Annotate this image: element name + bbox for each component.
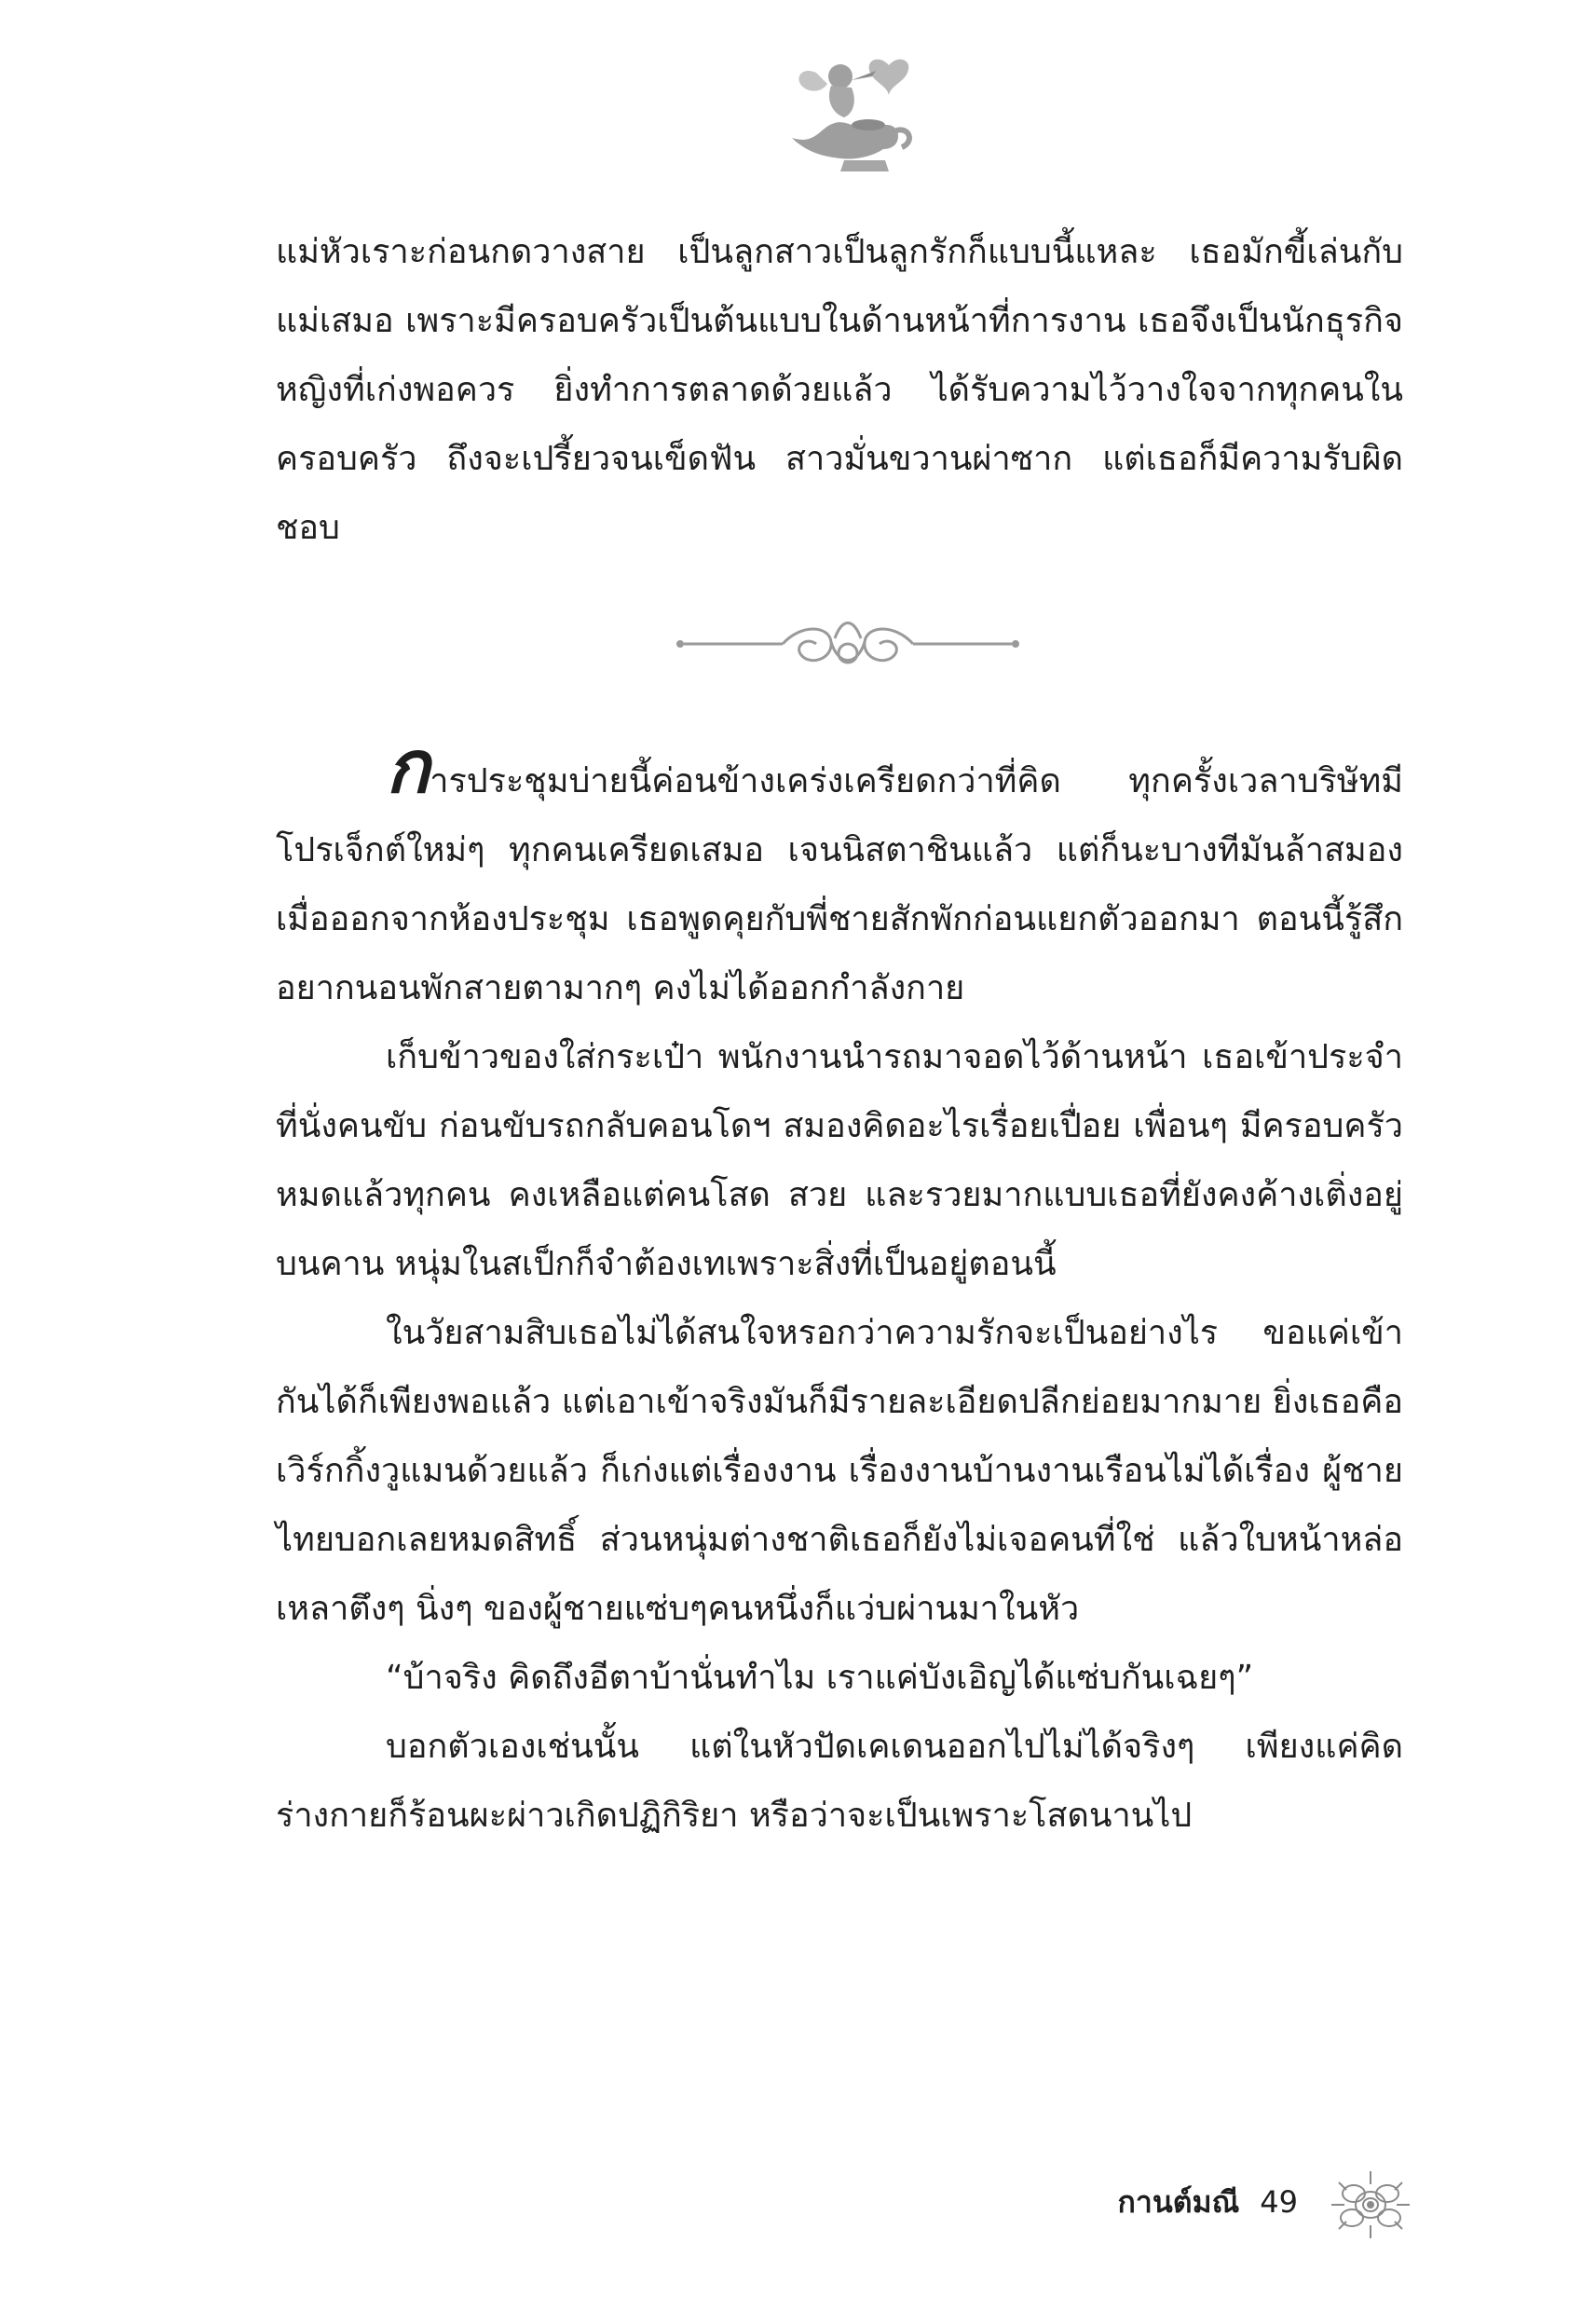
dialogue-paragraph: “บ้าจริง คิดถึงอีตาบ้านั่นทำไม เราแค่บังเอิญได้แซ่บกันเฉยๆ”: [386, 1659, 1254, 1697]
section-text-block: [276, 726, 1403, 1851]
page-footer: [1118, 2179, 1299, 2226]
page-number: 49: [1260, 2184, 1298, 2220]
flower-icon: [1326, 2167, 1415, 2242]
book-title: กานต์มณี: [1117, 2184, 1240, 2220]
drop-cap: ก: [386, 726, 430, 810]
paragraph: บอกตัวเองเช่นนั้น แต่ในหัวปัดเคเดนออกไปไม่ได้จริงๆ เพียงแค่คิดร่างกายก็ร้อนผะผ่าวเกิดปฏิกิริยา หรือว่าจะเป็นเพราะโสดนานไป: [276, 1728, 1403, 1835]
paragraph: เก็บข้าวของใส่กระเป๋า พนักงานนำรถมาจอดไว้ด้านหน้า เธอเข้าประจำที่นั่งคนขับ ก่อนขับรถกลับคอนโดฯ สมองคิดอะไรเรื่อยเปื่อย เพื่อนๆ มีครอบครัวหมดแล้วทุกคน คงเหลือแต่คนโสด สวย และรวยมากแบบเธอที่ยังคงค้างเติ่งอยู่บนคาน หนุ่มในสเป็กก็จำต้องเทเพราะสิ่งที่เป็นอยู่ตอนนี้: [276, 1038, 1403, 1283]
section-first-paragraph-text: ารประชุมบ่ายนี้ค่อนข้างเคร่งเครียดกว่าที่คิด ทุกครั้งเวลาบริษัทมีโปรเจ็กต์ใหม่ๆ ทุกคนเครียดเสมอ เจนนิสตาชินแล้ว แต่ก็นะบางทีมันล้าสมอง เมื่อออกจากห้องประชุม เธอพูดคุยกับพี่ชายสักพักก่อนแยกตัวออกมา ตอนนี้รู้สึกอยากนอนพักสายตามากๆ คงไม่ได้ออกกำลังกาย: [276, 762, 1403, 1007]
opening-paragraph-block: [276, 218, 1403, 563]
opening-paragraph: แม่หัวเราะก่อนกดวางสาย เป็นลูกสาวเป็นลูกรักก็แบบนี้แหละ เธอมักขี้เล่นกับแม่เสมอ เพราะมีครอบครัวเป็นต้นแบบในด้านหน้าที่การงาน เธอจึงเป็นนักธุรกิจหญิงที่เก่งพอควร ยิ่งทำการตลาดด้วยแล้ว ได้รับความไว้วางใจจากทุกคนในครอบครัว ถึงจะเปรี้ยวจนเข็ดฟัน สาวมั่นขวานผ่าซาก แต่เธอก็มีความรับผิดชอบ: [276, 233, 1403, 547]
scroll-flourish-divider: [671, 601, 1025, 687]
cupid-genie-lamp-icon: [779, 48, 919, 179]
paragraph: ในวัยสามสิบเธอไม่ได้สนใจหรอกว่าความรักจะเป็นอย่างไร ขอแค่เข้ากันได้ก็เพียงพอแล้ว แต่เอาเข้าจริงมันก็มีรายละเอียดปลีกย่อยมากมาย ยิ่งเธอคือเวิร์กกิ้งวูแมนด้วยแล้ว ก็เก่งแต่เรื่องงาน เรื่องงานบ้านงานเรือนไม่ได้เรื่อง ผู้ชายไทยบอกเลยหมดสิทธิ์ ส่วนหนุ่มต่างชาติเธอก็ยังไม่เจอคนที่ใช่ แล้วใบหน้าหล่อเหลาตึงๆ นิ่งๆ ของผู้ชายแซ่บๆคนหนึ่งก็แว่บผ่านมาในหัว: [276, 1314, 1403, 1628]
section-first-paragraph: [276, 726, 1403, 1023]
